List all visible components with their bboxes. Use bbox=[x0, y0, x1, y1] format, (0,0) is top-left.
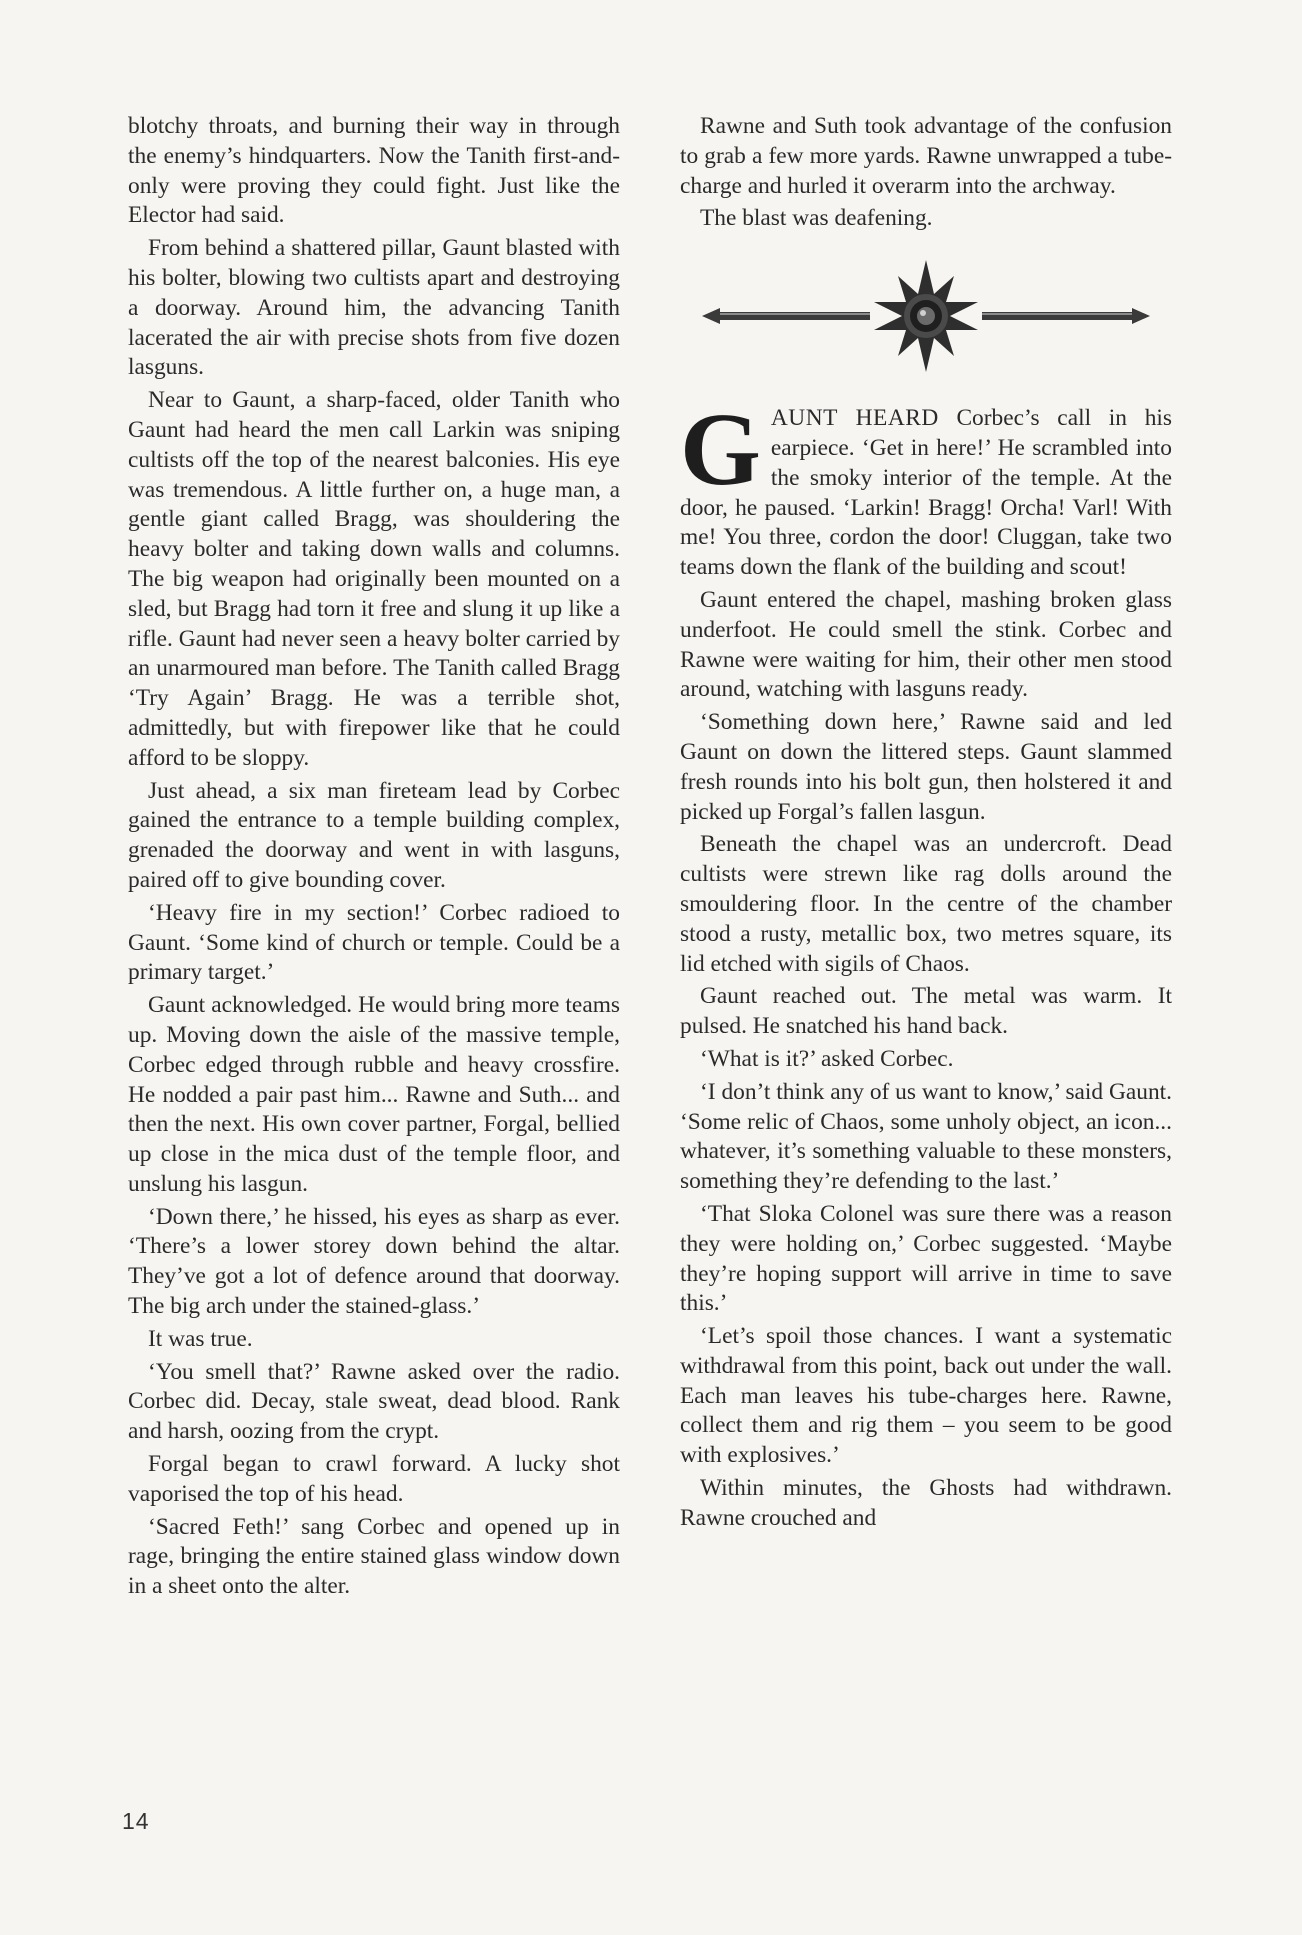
paragraph-text: Corbec’s call in his earpiece. ‘Get in here!’ He scrambled into the smoky interior of the temple. At the door, he paused. ‘Larkin! Bragg! Orcha! Varl! With me! You three, cordon the door! Cluggan, take two teams down the flank of the building and scout! bbox=[680, 405, 1172, 581]
paragraph: The blast was deafening. bbox=[700, 205, 933, 232]
paragraph: Forgal began to crawl forward. A lucky shot vaporised the top of his head. bbox=[128, 1451, 620, 1507]
paragraph: Near to Gaunt, a sharp-faced, older Tanith who Gaunt had heard the men call Larkin was sniping cultists off the top of the nearest balconies. His eye was tremendous. A little further on, a huge man, a gentle giant called Bragg, was shouldering the heavy bolter and taking down walls and columns. The big weapon had originally been mounted on a sled, but Bragg had torn it free and slung it up like a rifle. Gaunt had never seen a heavy bolter carried by an unarmoured man before. The Tanith called Bragg ‘Try Again’ Bragg. He was a terrible shot, admittedly, but with firepower like that he could afford to be sloppy. bbox=[128, 387, 620, 771]
paragraph: Beneath the chapel was an undercroft. Dead cultists were strewn like rag dolls around the smouldering floor. In the centre of the chamber stood a rusty, metallic box, two metres square, its lid etched with sigils of Chaos. bbox=[680, 831, 1172, 977]
right-text-column bbox=[680, 112, 1172, 1537]
paragraph: ‘Sacred Feth!’ sang Corbec and opened up in rage, bringing the entire stained glass window down in a sheet onto the alter. bbox=[128, 1513, 620, 1600]
paragraph: ‘That Sloka Colonel was sure there was a reason they were holding on,’ Corbec suggested. ‘Maybe they’re hoping support will arrive in time to save this.’ bbox=[680, 1200, 1172, 1317]
paragraph: ‘What is it?’ asked Corbec. bbox=[700, 1045, 954, 1072]
lead-caps: AUNT HEARD bbox=[770, 405, 939, 432]
paragraph: ‘You smell that?’ Rawne asked over the radio. Corbec did. Decay, stale sweat, dead blood. Rank and harsh, oozing from the crypt. bbox=[128, 1358, 620, 1445]
paragraph: It was true. bbox=[148, 1325, 253, 1352]
paragraph: ‘Heavy fire in my section!’ Corbec radioed to Gaunt. ‘Some kind of church or temple. Could be a primary target.’ bbox=[128, 899, 620, 986]
paragraph: ‘Let’s spoil those chances. I want a systematic withdrawal from this point, back out under the wall. Each man leaves his tube-charges here. Rawne, collect them and rig them – you seem to be good with explosives.’ bbox=[680, 1323, 1172, 1469]
paragraph: ‘I don’t think any of us want to know,’ said Gaunt. ‘Some relic of Chaos, some unholy object, an icon... whatever, it’s something valuable to these monsters, something they’re defending to the last.’ bbox=[680, 1078, 1172, 1195]
section-opening-paragraph bbox=[680, 392, 1172, 583]
paragraph: ‘Down there,’ he hissed, his eyes as sharp as ever. ‘There’s a lower storey down behind the altar. They’ve got a lot of defence around that doorway. The big arch under the stained-glass.’ bbox=[128, 1203, 620, 1320]
paragraph: Within minutes, the Ghosts had withdrawn. Rawne crouched and bbox=[680, 1475, 1172, 1531]
paragraph: blotchy throats, and burning their way in through the enemy’s hindquarters. Now the Tanith first-and-only were proving they could fight. Just like the Elector had said. bbox=[128, 113, 620, 229]
paragraph: Gaunt entered the chapel, mashing broken glass underfoot. He could smell the stink. Corbec and Rawne were waiting for him, their other men stood around, watching with lasguns ready. bbox=[680, 586, 1172, 703]
paragraph: From behind a shattered pillar, Gaunt blasted with his bolter, blowing two cultists apart and destroying a doorway. Around him, the advancing Tanith lacerated the air with precise shots from five dozen lasguns. bbox=[128, 235, 620, 381]
paragraph: Gaunt reached out. The metal was warm. It pulsed. He snatched his hand back. bbox=[680, 983, 1172, 1040]
paragraph: Gaunt acknowledged. He would bring more teams up. Moving down the aisle of the massive temple, Corbec edged through rubble and heavy crossfire. He nodded a pair past him... Rawne and Suth... and then the next. His own cover partner, Forgal, bellied up close in the mica dust of the temple floor, and unslung his lasgun. bbox=[128, 992, 620, 1197]
aquila-star-divider-icon bbox=[680, 256, 1172, 376]
drop-cap: G bbox=[680, 392, 761, 508]
page-number: 14 bbox=[122, 1808, 150, 1834]
paragraph: ‘Something down here,’ Rawne said and led Gaunt on down the littered steps. Gaunt slammed fresh rounds into his bolt gun, then holstered it and picked up Forgal’s fallen lasgun. bbox=[680, 709, 1172, 825]
left-text-column bbox=[128, 112, 620, 1605]
paragraph: Just ahead, a six man fireteam lead by Corbec gained the entrance to a temple building complex, grenaded the doorway and went in with lasguns, paired off to give bounding cover. bbox=[128, 777, 620, 893]
paragraph: Rawne and Suth took advantage of the confusion to grab a few more yards. Rawne unwrapped a tube-charge and hurled it overarm into the archway. bbox=[680, 113, 1172, 199]
